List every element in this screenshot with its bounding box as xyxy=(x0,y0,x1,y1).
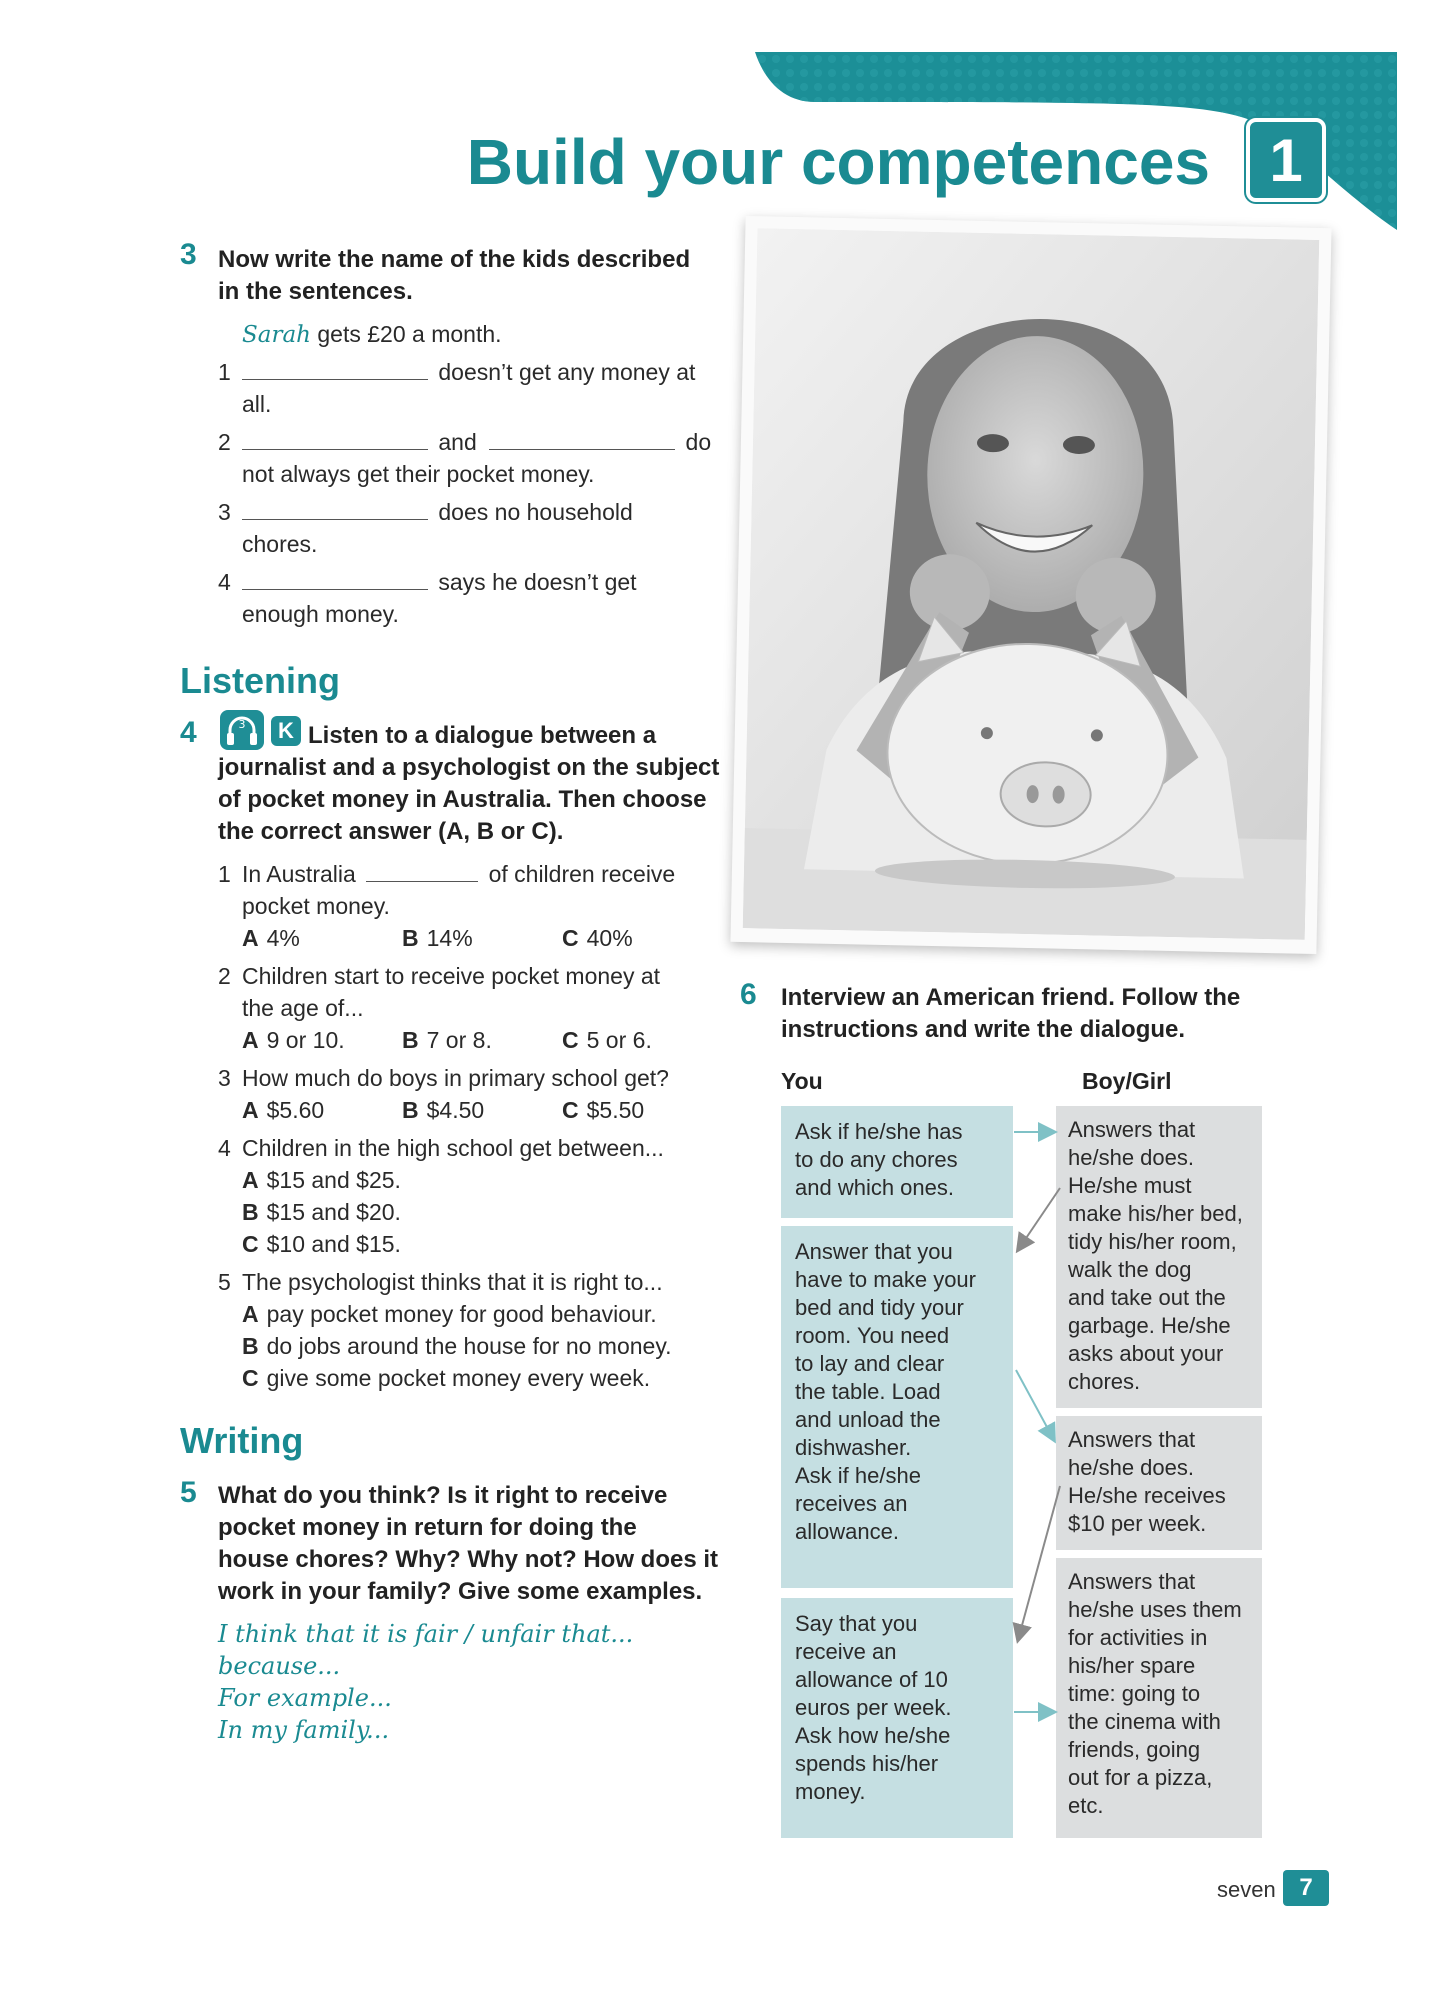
audio-track-number: 3 xyxy=(238,718,246,731)
exercise-6-instruction: Interview an American friend. Follow the instructions and write the dialogue. xyxy=(781,984,1241,1043)
writing-prompt-4: In my family... xyxy=(218,1716,390,1744)
q3-option-b[interactable]: B $4.50 xyxy=(402,1097,485,1123)
exercise-3-number: 3 xyxy=(180,238,197,271)
q5-option-a[interactable]: A pay pocket money for good behaviour. xyxy=(242,1301,657,1327)
exercise-3-instruction: Now write the name of the kids described in the sentences. xyxy=(218,246,691,305)
exercise-5-number: 5 xyxy=(180,1476,197,1509)
listening-heading: Listening xyxy=(180,660,340,701)
writing-prompt-2: because... xyxy=(218,1652,341,1680)
exercise-6-number: 6 xyxy=(740,978,757,1011)
boy-girl-box-1: Answers that he/she does. He/she must make his/her bed, tidy his/her room, walk the dog and take out the garbage. He/she asks about your chores. xyxy=(1056,1106,1262,1408)
writing-heading: Writing xyxy=(180,1420,304,1461)
answer-blank[interactable] xyxy=(242,358,428,380)
you-box-3: Say that you receive an allowance of 10 euros per week. Ask how he/she spends his/her money. xyxy=(781,1598,1013,1838)
exercise-3-item-2: and do xyxy=(242,426,711,458)
arrow-down-left-icon xyxy=(1018,1486,1060,1640)
arrow-down-right-icon xyxy=(1016,1370,1054,1440)
q4-option-c[interactable]: C $10 and $15. xyxy=(242,1231,401,1257)
k-badge: K xyxy=(271,716,301,746)
page-number-word: seven xyxy=(1217,1877,1276,1902)
you-box-1: Ask if he/she has to do any chores and which ones. xyxy=(781,1106,1013,1218)
column-boy-girl: Boy/Girl xyxy=(1082,1068,1172,1094)
exercise-3-example: Sarah gets £20 a month. xyxy=(242,321,502,348)
q2-option-a[interactable]: A 9 or 10. xyxy=(242,1027,345,1053)
arrow-down-left-icon xyxy=(1018,1188,1060,1250)
answer-blank[interactable] xyxy=(366,860,478,882)
page-title: Build your competences xyxy=(466,126,1210,198)
page-number: 7 xyxy=(1283,1870,1329,1906)
answer-blank[interactable] xyxy=(489,428,675,450)
question-5: The psychologist thinks that it is right to... xyxy=(242,1269,663,1295)
q4-option-a[interactable]: A $15 and $25. xyxy=(242,1167,401,1193)
exercise-4-number: 4 xyxy=(180,716,197,749)
answer-blank[interactable] xyxy=(242,568,428,590)
photo-frame xyxy=(730,216,1331,954)
question-3: How much do boys in primary school get? xyxy=(242,1065,669,1091)
q5-option-b[interactable]: B do jobs around the house for no money. xyxy=(242,1333,672,1359)
exercise-3-item-1: doesn’t get any money at xyxy=(242,356,695,388)
exercise-3-item-3: does no household xyxy=(242,496,633,528)
exercise-4-instruction-rest: journalist and a psychologist on the subject of pocket money in Australia. Then choose the correct answer (A, B or C). xyxy=(218,754,720,845)
headphones-icon[interactable] xyxy=(220,710,264,750)
answer-blank[interactable] xyxy=(242,498,428,520)
writing-prompt-3: For example... xyxy=(218,1684,392,1712)
column-you: You xyxy=(781,1068,823,1094)
exercise-3-item-4: says he doesn’t get xyxy=(242,566,637,598)
q2-option-b[interactable]: B 7 or 8. xyxy=(402,1027,492,1053)
answer-blank[interactable] xyxy=(242,428,428,450)
exercise-4-instruction-l1: Listen to a dialogue between a xyxy=(308,722,657,749)
question-1: In Australia of children receive xyxy=(242,861,676,887)
q1-option-a[interactable]: A 4% xyxy=(242,925,300,951)
writing-prompt-1: I think that it is fair / unfair that... xyxy=(218,1620,634,1648)
q5-option-c[interactable]: C give some pocket money every week. xyxy=(242,1365,651,1391)
boy-girl-box-2: Answers that he/she does. He/she receives $10 per week. xyxy=(1056,1416,1262,1550)
question-2: Children start to receive pocket money at xyxy=(242,963,661,989)
unit-badge: 1 xyxy=(1246,118,1326,202)
exercise-5-instruction: What do you think? Is it right to receive pocket money in return for doing the house chores? Why? Why not? How does it work in your family? Give some examples. xyxy=(218,1482,719,1605)
q1-option-c[interactable]: C 40% xyxy=(562,925,633,951)
q1-option-b[interactable]: B 14% xyxy=(402,925,473,951)
q2-option-c[interactable]: C 5 or 6. xyxy=(562,1027,652,1053)
q3-option-a[interactable]: A $5.60 xyxy=(242,1097,325,1123)
boy-girl-box-3: Answers that he/she uses them for activities in his/her spare time: going to the cinema with friends, going out for a pizza, etc. xyxy=(1056,1558,1262,1838)
q3-option-c[interactable]: C $5.50 xyxy=(562,1097,645,1123)
question-4: Children in the high school get between... xyxy=(242,1135,664,1161)
q4-option-b[interactable]: B $15 and $20. xyxy=(242,1199,401,1225)
you-box-2: Answer that you have to make your bed and tidy your room. You need to lay and clear the table. Load and unload the dishwasher. Ask if he/she receives an allowance. xyxy=(781,1226,1013,1588)
girl-with-piggy-bank-photo xyxy=(743,228,1320,940)
